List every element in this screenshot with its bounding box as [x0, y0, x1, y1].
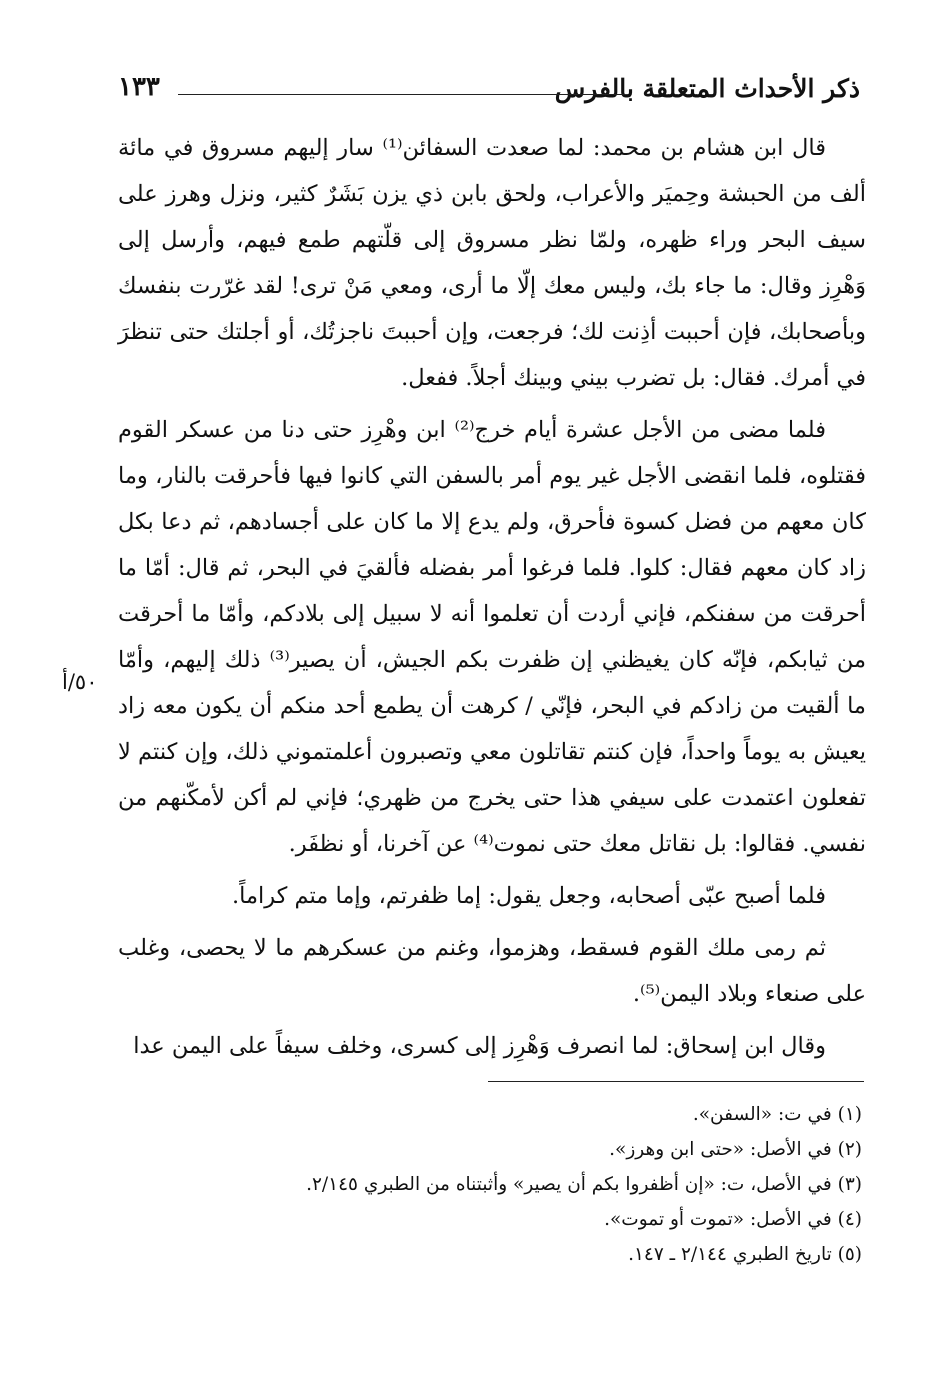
header-rule [178, 94, 625, 95]
footnote-1: (١) في ت: «السفن». [692, 1104, 862, 1125]
paragraph-4: ثم رمى ملك القوم فسقط، وهزموا، وغنم من عسكرهم ما لا يحصى، وغلب على صنعاء وبلاد اليمن⁽⁵⁾. [118, 935, 866, 1007]
paragraph-5: وقال ابن إسحاق: لما انصرف وَهْرِز إلى كسرى، وخلف سيفاً على اليمن عدا [133, 1033, 826, 1059]
paragraph-1: قال ابن هشام بن محمد: لما صعدت السفائن⁽¹⁾ سار إليهم مسروق في مائة ألف من الحبشة وحِميَر والأعراب، ولحق بابن ذي يزن بَشَرٌ كثير، ونزل وهرز على سيف البحر وراء ظهره، ولمّا نظر مسروق إلى قلّتهم طمع فيهم، وأرسل إلى وَهْرِز وقال: ما جاء بك، وليس معك إلّا ما أرى، ومعي مَنْ ترى! لقد غرّرت بنفسك وبأصحابك، فإن أحببت أذِنت لك؛ فرجعت، وإن أحببتَ ناجزتُك، أو أجلتك حتى تنظرَ في أمرك. فقال: بل تضرب بيني وبينك أجلاً. ففعل. [118, 135, 866, 391]
footnote-separator [488, 1081, 864, 1082]
footnotes [250, 1097, 862, 1272]
footnote-2: (٢) في الأصل: «حتى ابن وهرز». [609, 1139, 862, 1160]
footnote-5: (٥) تاريخ الطبري ٢/١٤٤ ـ ١٤٧. [628, 1244, 862, 1265]
footnote-3: (٣) في الأصل، ت: «إن أظفروا بكم أن يصير» وأثبتناه من الطبري ٢/١٤٥. [306, 1174, 862, 1195]
manuscript-folio-marker: ٥٠/أ [62, 670, 98, 694]
page-number: ١٣٣ [118, 72, 160, 102]
page-header [118, 72, 860, 112]
main-text [118, 125, 866, 1069]
paragraph-2: فلما مضى من الأجل عشرة أيام خرج⁽²⁾ ابن وهْرِز حتى دنا من عسكر القوم فقتلوه، فلما انقضى الأجل غير يوم أمر بالسفن التي كانوا فيها فأحرقت بالنار، وما كان معهم من فضل كسوة فأحرق، ولم يدع إلا ما كان على أجسادهم، ثم دعا بكل زاد كان معهم فقال: كلوا. فلما فرغوا أمر بفضله فألقيَ في البحر، ثم قال: أمّا ما أحرقت من سفنكم، فإني أردت أن تعلموا أنه لا سبيل إلى بلادكم، وأمّا ما أحرقت من ثيابكم، فإنّه كان يغيظني إن ظفرت بكم الجيش، أن يصير⁽³⁾ ذلك إليهم، وأمّا ما ألقيت من زادكم في البحر، فإنّي / كرهت أن يطمع أحد منكم أن يكون معه زاد يعيش به يوماً واحداً، فإن كنتم تقاتلون معي وتصبرون أعلمتموني ذلك، وإن كنتم لا تفعلون اعتمدت على سيفي هذا حتى يخرج من ظهري؛ فإني لم أكن لأمكّنهم من نفسي. فقالوا: بل نقاتل معك حتى نموت⁽⁴⁾ عن آخرنا، أو نظفَر. [118, 417, 867, 857]
paragraph-3: فلما أصبح عبّى أصحابه، وجعل يقول: إما ظفرتم، وإما متم كراماً. [231, 883, 826, 909]
running-title: ذكر الأحداث المتعلقة بالفرس [554, 74, 860, 103]
footnote-4: (٤) في الأصل: «تموت أو تموت». [604, 1209, 862, 1230]
